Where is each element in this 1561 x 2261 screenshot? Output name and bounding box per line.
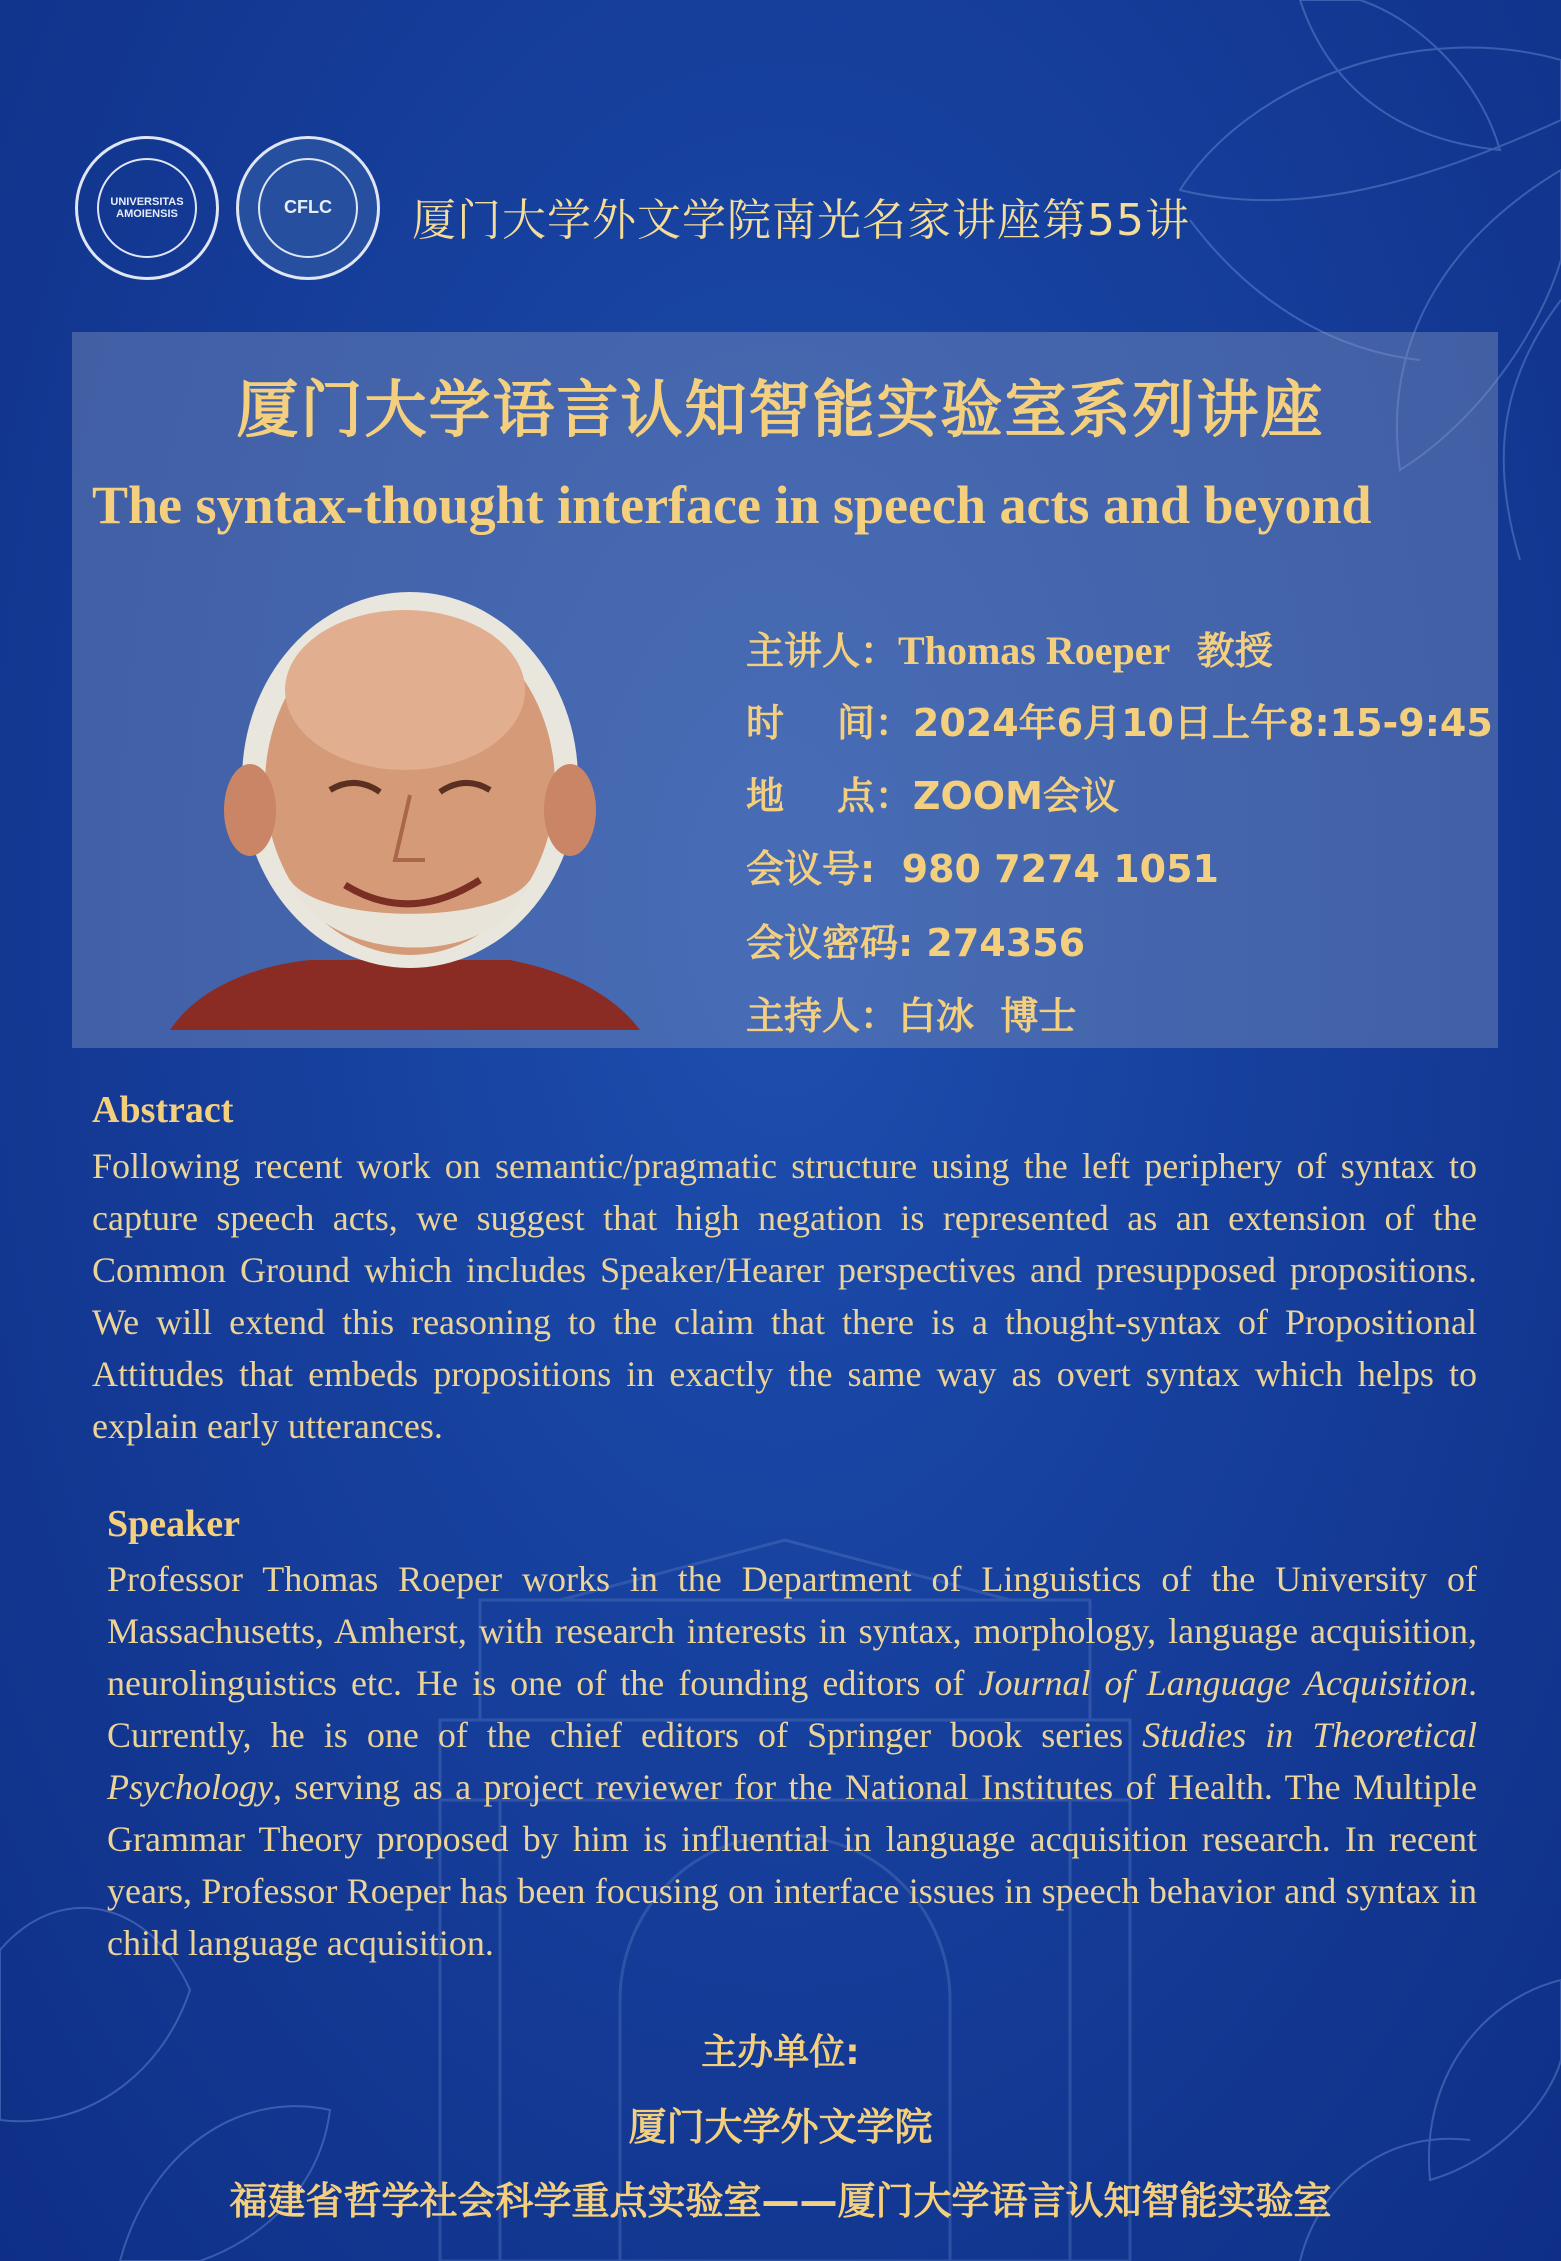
- speaker-label: 主讲人：: [746, 629, 899, 673]
- venue-line: 地 点：ZOOM会议: [746, 774, 1119, 818]
- time-line: 时 间：2024年6月10日上午8:15-9:45: [746, 701, 1493, 745]
- talk-title: The syntax-thought interface in speech acts and beyond: [92, 475, 1372, 535]
- university-logo: [75, 136, 219, 280]
- speaker-title: 教授: [1170, 629, 1273, 673]
- journal-name: Journal of Language Acquisition: [978, 1663, 1469, 1703]
- abstract-text: Following recent work on semantic/pragmatic structure using the left periphery of syntax to capture speech acts, we suggest that high negation is represented as an extension of the Common Ground which includes Speaker/Hearer perspectives and presupposed propositions. We will extend this reasoning to the claim that there is a thought-syntax of Propositional Attitudes that embeds propositions in exactly the same way as overt syntax which helps to explain early utterances.: [92, 1146, 1477, 1446]
- university-logo-text: UNIVERSITAS AMOIENSIS: [97, 158, 197, 258]
- organizer-2: 福建省哲学社会科学重点实验室——厦门大学语言认知智能实验室: [229, 2179, 1332, 2223]
- speaker-bio: [107, 1553, 1477, 1969]
- college-logo: [236, 136, 380, 280]
- lab-series-title: 厦门大学语言认知智能实验室系列讲座: [236, 373, 1325, 446]
- password-line: 会议密码: 274356: [746, 921, 1086, 965]
- speaker-bio-part3: , serving as a project reviewer for the National Institutes of Health. The Multiple Grammar Theory proposed by him is influential in language acquisition research. In recent years, Professor Roeper has been focusing on interface issues in speech behavior and syntax in child language acquisition.: [107, 1767, 1477, 1963]
- abstract-heading: Abstract: [92, 1089, 234, 1131]
- speaker-name: Thomas Roeper: [898, 628, 1171, 673]
- meeting-id-line: 会议号: 980 7274 1051: [746, 847, 1219, 891]
- speaker-bio-part2: . Currently, he is one of the chief editors of Springer book series: [107, 1663, 1478, 1755]
- speaker-heading: Speaker: [107, 1503, 240, 1545]
- speaker-line: [746, 620, 1273, 675]
- organizer-1: 厦门大学外文学院: [628, 2105, 933, 2149]
- organizer-label: 主办单位:: [701, 2032, 860, 2073]
- speaker-bio-part1: Professor Thomas Roeper works in the Department of Linguistics of the University of Massachusetts, Amherst, with research interests in syntax, morphology, language acquisition, neurolinguistics etc. He is one of the founding editors of: [107, 1559, 1477, 1703]
- lecture-series-title: 厦门大学外文学院南光名家讲座第55讲: [412, 195, 1190, 246]
- book-series-name: Studies in Theoretical Psychology: [107, 1715, 1477, 1807]
- college-logo-text: CFLC: [258, 158, 358, 258]
- host-line: 主持人：白冰 博士: [746, 994, 1077, 1038]
- speaker-portrait: [170, 580, 650, 1030]
